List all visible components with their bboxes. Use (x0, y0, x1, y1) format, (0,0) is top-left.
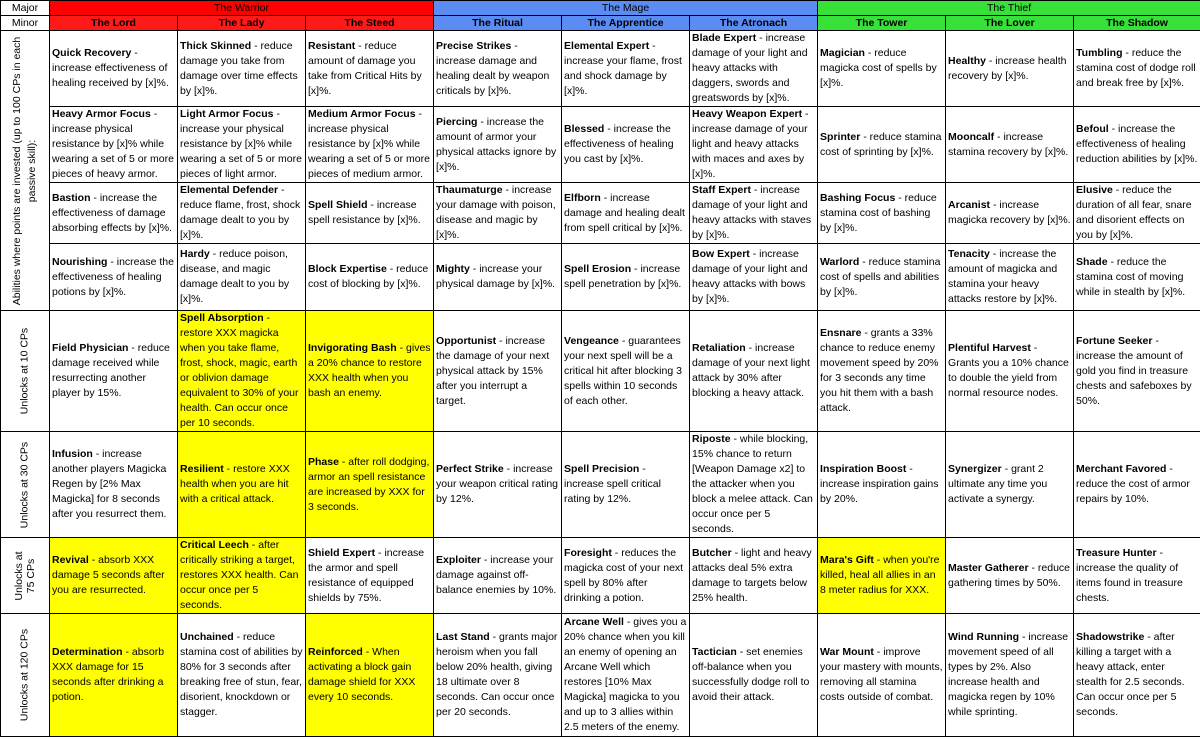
skill-cell (178, 244, 306, 311)
skill-name: Treasure Hunter (1076, 546, 1157, 559)
skill-name: Mara's Gift (820, 554, 874, 566)
skill-name: Wind Running (948, 631, 1020, 643)
skill-description: - restore XXX magicka when you take flame, frost, shock, magic, earth or oblivion damage equivalent to 30% of your health. Can occur once per 10 seconds. (180, 312, 299, 429)
skill-description: - increase your damage with poison, disease and magic by [x]%. (436, 184, 556, 241)
skill-description: - increase damage of your light and heavy attacks with maces and axes by [x]%. (692, 108, 809, 180)
side-label-text: Unlocks at 120 CPs (18, 628, 31, 722)
skill-cell (562, 614, 690, 737)
skill-cell (818, 244, 946, 311)
skill-name: Inspiration Boost (820, 463, 907, 475)
skill-description: - reduce stamina cost of spells and abilities by [x]%. (820, 255, 941, 298)
skill-description: - increase the armor and spell resistance of equipped shields by 75%. (308, 546, 425, 604)
skill-cell (946, 614, 1074, 737)
skill-description: - increase damage and healing dealt from spell critical by [x]%. (564, 191, 685, 234)
skill-cell (946, 244, 1074, 311)
skill-name: Shade (1076, 255, 1108, 268)
skill-name: Invigorating Bash (308, 342, 397, 354)
skill-description: - When activating a block gain damage shield for XXX every 10 seconds. (308, 646, 416, 703)
skill-name: Blade Expert (692, 32, 757, 44)
group-thief: The Thief (818, 1, 1200, 16)
skill-name: Foresight (564, 546, 612, 559)
skill-cell (690, 31, 818, 107)
skill-description: - increase damage of your light and heavy attacks with staves by [x]%. (692, 184, 812, 241)
skill-description: - absorb XXX damage 5 seconds after you are resurrected. (52, 554, 165, 596)
skill-description: - reduce stamina cost of sprinting by [x]%. (820, 130, 942, 158)
skill-name: Elemental Expert (564, 39, 650, 52)
skill-name: Spell Shield (308, 199, 368, 211)
skill-name: Revival (52, 554, 89, 566)
skill-cell (818, 432, 946, 538)
skill-cell (50, 614, 178, 737)
skill-description: - increase the effectiveness of healing reduction abilities by [x]%. (1076, 123, 1198, 165)
skill-name: Ensnare (820, 327, 862, 339)
skill-name: Vengeance (564, 334, 619, 347)
skill-name: Bashing Focus (820, 191, 896, 204)
skill-description: - increase damage of your next light attack by 30% after blocking a heavy attack. (692, 342, 810, 399)
skill-cell (946, 31, 1074, 107)
skill-description: - grants major heroism when you fall below 20% health, giving 18 ultimate over 8 seconds. Can occur once per 20 seconds. (436, 631, 558, 718)
side-label-unlock120 (1, 614, 50, 737)
skill-name: Unchained (180, 631, 234, 643)
skill-name: Spell Erosion (564, 263, 632, 275)
skill-cell (306, 538, 434, 614)
skill-name: Tactician (692, 646, 737, 658)
constellation-the-apprentice: The Apprentice (562, 16, 690, 31)
skill-description: - reduce flame, frost, shock damage dealt to you by [x]%. (180, 184, 301, 241)
skill-name: Perfect Strike (436, 463, 504, 475)
skill-description: - increase physical resistance by [x]% while wearing a set of 5 or more pieces of medium armor. (308, 108, 430, 180)
skill-description: - increase magicka recovery by [x]%. (948, 199, 1071, 226)
skill-row (1, 244, 1200, 311)
constellation-the-lady: The Lady (178, 16, 306, 31)
skill-cell (50, 311, 178, 432)
skill-name: Thaumaturge (436, 184, 503, 196)
skill-description: - increase another players Magicka Regen by [2% Max Magicka] for 8 seconds after you resurrect them. (52, 448, 167, 520)
skill-row (1, 107, 1200, 183)
skill-description: - increase your flame, frost and shock damage by [x]%. (564, 39, 682, 97)
skill-description: - increase spell resistance by [x]%. (308, 199, 421, 226)
skill-row (1, 311, 1200, 432)
skill-cell (178, 311, 306, 432)
skill-cell (50, 244, 178, 311)
group-mage: The Mage (434, 1, 818, 16)
skill-row (1, 432, 1200, 538)
skill-cell (178, 538, 306, 614)
skill-description: - increase damage of your light and heavy attacks with daggers, swords and greatswords by [x]%. (692, 32, 808, 104)
skill-name: Infusion (52, 448, 93, 460)
skill-name: Determination (52, 646, 123, 658)
skill-name: Warlord (820, 255, 860, 268)
skill-description: - increase your physical damage by [x]%. (436, 263, 556, 290)
skill-name: Resilient (180, 463, 224, 475)
skill-cell (178, 31, 306, 107)
skill-description: - increase damage of your light and heavy attacks with bows by [x]%. (692, 248, 808, 305)
skill-description: - reduce gathering times by 50%. (948, 561, 1071, 589)
skill-name: Last Stand (436, 631, 490, 643)
skill-description: - reduce magicka cost of spells by [x]%. (820, 47, 937, 89)
skill-description: - gives you a 20% chance when you kill an enemy of opening an Arcane Well which restores [10% Max Magicka] magicka to you and up to 3 allies within 2.5 meters of the enemy. (564, 616, 687, 733)
skill-cell (1074, 311, 1200, 432)
skill-cell (1074, 31, 1200, 107)
skill-cell (690, 311, 818, 432)
skill-description: - increase health recovery by [x]%. (948, 54, 1067, 82)
major-label: Major (1, 1, 50, 16)
skill-cell (562, 244, 690, 311)
skill-name: Riposte (692, 433, 731, 445)
skill-cell (1074, 432, 1200, 538)
skill-description: - reduces the magicka cost of your next spell by 80% after drinking a potion. (564, 546, 684, 604)
skill-description: - increase physical resistance by [x]% while wearing a set of 5 or more pieces of heavy armor. (52, 108, 174, 180)
constellation-the-steed: The Steed (306, 16, 434, 31)
skill-description: - while blocking, 15% chance to return [Weapon Damage x2] to the attacker when you block a melee attack. Can occur once per 5 seconds. (692, 433, 813, 535)
skill-description: - guarantees your next spell will be a critical hit after blocking 3 spells within 10 seconds of each other. (564, 334, 682, 407)
skill-description: - Grants you a 10% chance to double the yield from normal resource nodes. (948, 342, 1069, 399)
skill-cell (946, 311, 1074, 432)
skill-description: - increase the amount of gold you find in treasure chests and safeboxes by 50%. (1076, 334, 1192, 407)
skill-cell (50, 107, 178, 183)
skill-name: Quick Recovery (52, 47, 132, 59)
side-label-text: Unlocks at 10 CPs (18, 327, 31, 415)
side-label-unlock75 (1, 538, 50, 614)
side-label-text: Unlocks at 75 CPs (13, 550, 37, 601)
skill-description: - gives a 20% chance to restore XXX health when you bash an enemy. (308, 342, 431, 399)
skill-name: Reinforced (308, 646, 363, 658)
skill-description: - increase your weapon critical rating by 12%. (436, 463, 559, 505)
skill-description: - after roll dodging, armor an spell resistance are increased by XXX for 3 seconds. (308, 455, 430, 513)
skill-description: - grants a 33% chance to reduce enemy movement speed by 20% for 3 seconds any time you hit them with a bash attack. (820, 327, 939, 414)
skill-name: Opportunist (436, 334, 497, 347)
skill-description: - increase your physical resistance by [x]% while wearing a set of 5 or more pieces of light armor. (180, 108, 302, 180)
skill-cell (690, 183, 818, 244)
skill-cell (434, 538, 562, 614)
skill-name: Medium Armor Focus (308, 108, 416, 120)
skill-name: Resistant (308, 39, 356, 52)
skill-description: - increase your damage against off-balance enemies by 10%. (436, 554, 557, 596)
major-header-row (1, 1, 1200, 16)
skill-cell (562, 107, 690, 183)
skill-cell (1074, 244, 1200, 311)
skill-name: Light Armor Focus (180, 108, 274, 120)
skill-cell (946, 432, 1074, 538)
skill-cell (50, 432, 178, 538)
skill-cell (306, 31, 434, 107)
skill-cell (690, 538, 818, 614)
skill-description: - reduce the duration of all fear, snare and disorient effects on you by [x]%. (1076, 184, 1192, 241)
skill-cell (306, 107, 434, 183)
skill-description: - reduce cost of blocking by [x]%. (308, 263, 429, 290)
skill-cell (690, 244, 818, 311)
side-label-text: Abilities where points are invested (up to 100 CPs in each passive skill): (11, 36, 38, 305)
skill-name: Butcher (692, 546, 732, 559)
skill-description: - after critically striking a target, restores XXX health. Can occur once per 5 seconds. (180, 539, 299, 611)
skill-description: - increase the amount of armor your physical attacks ignore by [x]%. (436, 115, 557, 173)
skill-description: - increase the effectiveness of healing potions by [x]%. (52, 255, 174, 298)
skill-name: Block Expertise (308, 263, 387, 275)
skill-cell (434, 31, 562, 107)
skill-description: - set enemies off-balance when you successfully dodge roll to avoid their attack. (692, 646, 810, 703)
skill-cell (178, 107, 306, 183)
skill-name: Plentiful Harvest (948, 342, 1031, 354)
skill-name: Master Gatherer (948, 561, 1029, 574)
skill-cell (434, 614, 562, 737)
skill-cell (434, 244, 562, 311)
constellation-the-shadow: The Shadow (1074, 16, 1200, 31)
skill-name: Critical Leech (180, 539, 249, 551)
skill-name: Phase (308, 455, 339, 468)
skill-cell (690, 107, 818, 183)
skill-name: Fortune Seeker (1076, 334, 1153, 347)
skill-cell (818, 31, 946, 107)
constellation-the-ritual: The Ritual (434, 16, 562, 31)
skill-description: - reduce stamina cost of abilities by 80% for 3 seconds after breaking free of stun, fear, disorient, knockdown or stagger. (180, 631, 303, 718)
skill-name: Spell Precision (564, 463, 640, 475)
skill-name: Hardy (180, 248, 210, 260)
skill-cell (690, 614, 818, 737)
skill-description: - increase stamina recovery by [x]%. (948, 130, 1069, 158)
skill-name: Arcanist (948, 199, 991, 211)
skill-name: Heavy Armor Focus (52, 108, 151, 120)
skill-row (1, 614, 1200, 737)
skill-description: - increase inspiration gains by 20%. (820, 463, 939, 505)
skill-name: Nourishing (52, 255, 108, 268)
skill-description: - reduce the stamina cost of dodge roll and break free by [x]%. (1076, 47, 1196, 89)
skill-description: - restore XXX health when you are hit with a critical attack. (180, 463, 290, 505)
skill-cell (178, 432, 306, 538)
skill-cell (178, 614, 306, 737)
skill-cell (1074, 183, 1200, 244)
skill-name: Staff Expert (692, 184, 751, 196)
skill-cell (562, 31, 690, 107)
constellation-the-atronach: The Atronach (690, 16, 818, 31)
skill-name: Blessed (564, 123, 605, 135)
skill-name: Elemental Defender (180, 184, 279, 196)
skill-description: - grant 2 ultimate any time you activate a synergy. (948, 463, 1048, 505)
skill-description: - increase the effectiveness of healing you cast by [x]%. (564, 123, 674, 165)
skill-cell (818, 183, 946, 244)
skill-description: - after killing a target with a heavy attack, enter stealth for 2.5 seconds. Can occur once per 5 seconds. (1076, 631, 1185, 718)
skill-name: Retaliation (692, 342, 746, 354)
skill-cell (50, 31, 178, 107)
skill-description: - light and heavy attacks deal 5% extra damage to targets below 25% health. (692, 546, 812, 604)
skill-name: Bow Expert (692, 248, 750, 260)
skill-cell (434, 432, 562, 538)
skill-cell (434, 107, 562, 183)
skill-cell (562, 538, 690, 614)
skill-description: - absorb XXX damage for 15 seconds after drinking a potion. (52, 646, 165, 703)
skill-name: Merchant Favored (1076, 463, 1167, 475)
skill-description: - reduce poison, disease, and magic damage dealt to you by [x]%. (180, 248, 290, 305)
skill-name: War Mount (820, 646, 874, 658)
skill-name: Healthy (948, 54, 986, 67)
skill-cell (306, 614, 434, 737)
skill-cell (562, 183, 690, 244)
skill-name: Tenacity (948, 248, 990, 260)
skill-row (1, 31, 1200, 107)
skill-name: Sprinter (820, 130, 861, 143)
skill-description: - increase spell penetration by [x]%. (564, 263, 682, 290)
skill-name: Arcane Well (564, 616, 624, 628)
skill-cell (562, 311, 690, 432)
skill-cell (818, 614, 946, 737)
skill-cell (818, 311, 946, 432)
skill-name: Shield Expert (308, 546, 376, 559)
skill-description: - increase spell critical rating by 12%. (564, 463, 661, 505)
skill-description: - increase effectiveness of healing received by [x]%. (52, 47, 169, 89)
side-label-text: Unlocks at 30 CPs (18, 441, 31, 528)
skill-description: - increase the damage of your next physical attack by 15% after you interrupt a target. (436, 334, 550, 407)
skill-row (1, 183, 1200, 244)
skill-description: - improve your mastery with mounts, removing all stamina costs outside of combat. (820, 646, 943, 703)
skill-cell (434, 311, 562, 432)
skill-description: - when you're killed, heal all allies in an 8 meter radius for XXX. (820, 554, 940, 596)
skill-name: Mighty (436, 263, 470, 275)
skill-name: Shadowstrike (1076, 631, 1145, 643)
side-label-unlock10 (1, 311, 50, 432)
skill-description: - reduce damage received while resurrecting another player by 15%. (52, 342, 170, 399)
skill-cell (306, 244, 434, 311)
skill-name: Spell Absorption (180, 312, 264, 324)
skill-name: Piercing (436, 115, 478, 128)
skill-cell (306, 432, 434, 538)
constellation-the-lover: The Lover (946, 16, 1074, 31)
side-label-unlock30 (1, 432, 50, 538)
skill-description: - reduce amount of damage you take from Critical Hits by [x]%. (308, 39, 422, 97)
skill-description: - increase movement speed of all types by 2%. Also increase health and magicka regen by 10% while sprinting. (948, 631, 1069, 718)
skill-cell (306, 311, 434, 432)
skill-name: Exploiter (436, 554, 481, 566)
skill-cell (1074, 107, 1200, 183)
skill-cell (946, 183, 1074, 244)
skill-name: Tumbling (1076, 47, 1123, 59)
skill-name: Thick Skinned (180, 39, 252, 52)
skill-description: - reduce the stamina cost of moving while in stealth by [x]%. (1076, 255, 1186, 298)
skill-description: - reduce stamina cost of bashing by [x]%. (820, 191, 937, 234)
minor-label: Minor (1, 16, 50, 31)
skill-name: Bastion (52, 191, 91, 204)
skill-cell (946, 538, 1074, 614)
skill-cell (306, 183, 434, 244)
skill-name: Elusive (1076, 184, 1113, 196)
skill-description: - increase damage and healing dealt by weapon criticals by [x]%. (436, 39, 550, 97)
skill-name: Heavy Weapon Expert (692, 108, 803, 120)
skill-description: - reduce damage you take from damage over time effects by [x]%. (180, 39, 298, 97)
skill-description: - reduce the cost of armor repairs by 10%. (1076, 463, 1190, 505)
skill-name: Precise Strikes (436, 39, 512, 52)
group-warrior: The Warrior (50, 1, 434, 16)
skill-description: - increase the quality of items found in treasure chests. (1076, 546, 1183, 604)
skill-cell (1074, 538, 1200, 614)
skill-name: Field Physician (52, 342, 129, 354)
skill-name: Befoul (1076, 123, 1109, 135)
skill-name: Synergizer (948, 463, 1002, 475)
skill-cell (946, 107, 1074, 183)
minor-header-row (1, 16, 1200, 31)
side-label-passives (1, 31, 50, 311)
skill-name: Magician (820, 47, 865, 59)
skill-cell (1074, 614, 1200, 737)
constellation-the-lord: The Lord (50, 16, 178, 31)
skill-cell (50, 538, 178, 614)
skill-name: Mooncalf (948, 130, 995, 143)
constellation-the-tower: The Tower (818, 16, 946, 31)
skill-cell (690, 432, 818, 538)
skill-row (1, 538, 1200, 614)
skill-cell (562, 432, 690, 538)
skill-cell (818, 107, 946, 183)
skill-cell (818, 538, 946, 614)
skill-name: Elfborn (564, 191, 601, 204)
skill-cell (434, 183, 562, 244)
skill-cell (50, 183, 178, 244)
skill-description: - increase the amount of magicka and stamina your heavy attacks restore by [x]%. (948, 248, 1058, 305)
skill-description: - increase the effectiveness of damage absorbing effects by [x]%. (52, 191, 173, 234)
skill-cell (178, 183, 306, 244)
